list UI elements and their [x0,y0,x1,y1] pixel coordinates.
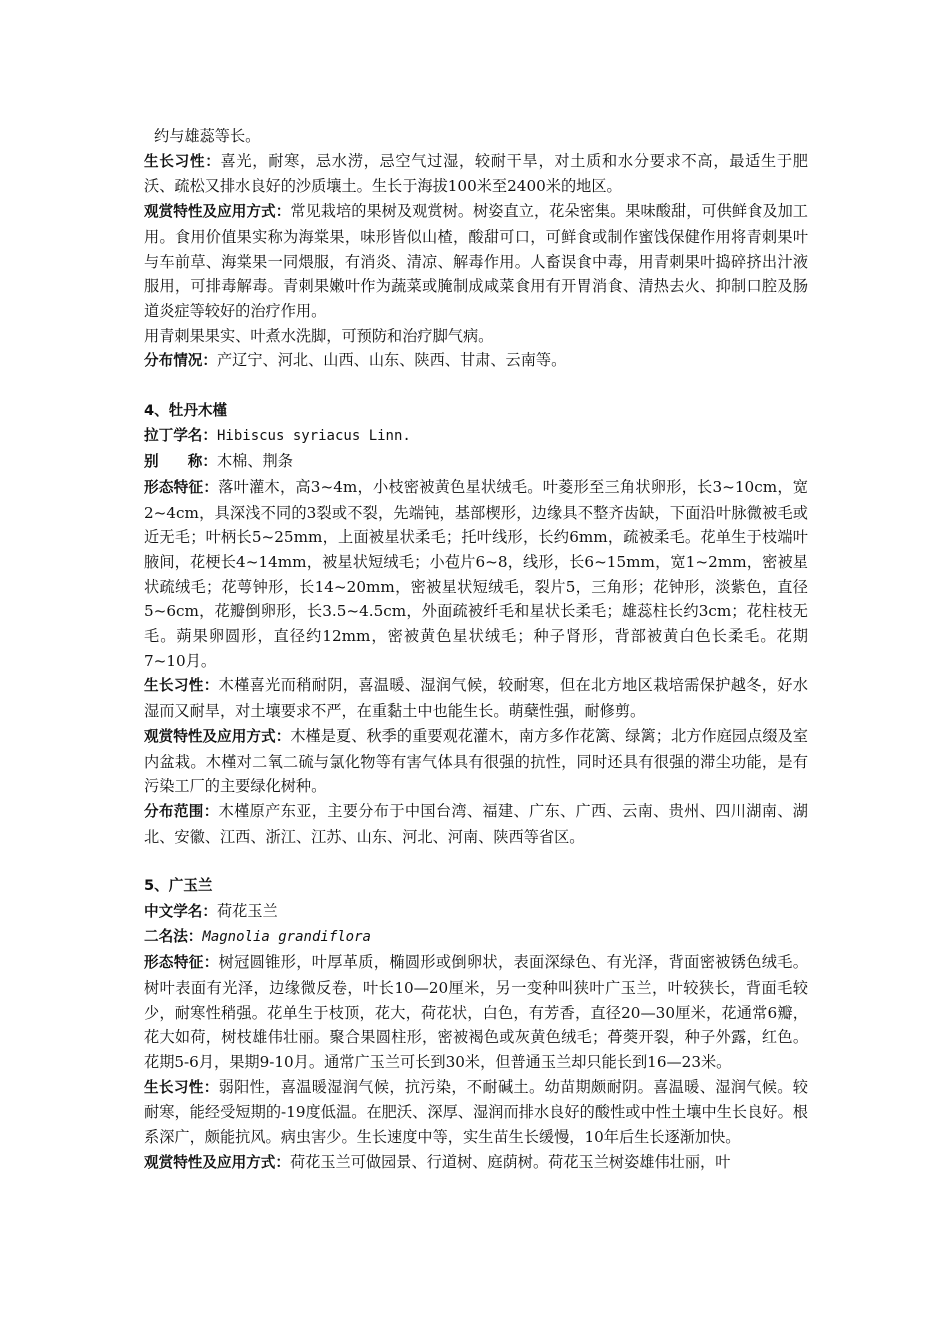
sec3-distribution [144,348,808,374]
ornamental-text: 木槿是夏、秋季的重要观花灌木，南方多作花篱、绿篱；北方作庭园点缀及室内盆栽。木槿对二氧二硫与氯化物等有害气体具有很强的抗性，同时还具有很强的滞尘功能，是有污染工厂的主要绿化树种。 [144,726,808,796]
distribution-label: 分布情况： [144,352,217,370]
document-page [144,124,808,1176]
binomial-text: Magnolia grandiflora [202,929,371,946]
binomial-label: 二名法： [144,928,203,946]
sec5-morphology [144,950,808,1075]
morphology-text: 落叶灌木，高3~4m，小枝密被黄色星状绒毛。叶菱形至三角状卵形，长3~10cm，宽2~4cm，具深浅不同的3裂或不裂，先端钝，基部楔形，边缘具不整齐齿缺，下面沿叶脉微被毛或近无毛；叶柄长5~25mm，上面被星状柔毛；托叶线形，长约6mm，疏被柔毛。花单生于枝端叶腋间，花梗长4~14mm，被星状短绒毛；小苞片6~8，线形，长6~15mm，宽1~2mm，密被星状疏绒毛；花萼钟形，长14~20mm，密被星状短绒毛，裂片5，三角形；花钟形，淡紫色，直径5~6cm，花瓣倒卵形，长3.5~4.5cm，外面疏被纤毛和星状长柔毛；雄蕊柱长约3cm；花柱枝无毛。蒴果卵圆形，直径约12mm，密被黄色星状绒毛；种子肾形，背部被黄白色长柔毛。花期7~10月。 [144,477,808,670]
sec4-growth [144,673,808,723]
growth-label: 生长习性： [144,677,219,695]
chinese-name-label: 中文学名： [144,902,217,920]
sec5-heading: 5、广玉兰 [144,877,213,895]
ornamental-text: 荷花玉兰可做园景、行道树、庭荫树。荷花玉兰树姿雄伟壮丽，叶 [289,1152,731,1171]
latin-text: Hibiscus syriacus Linn. [216,428,411,445]
morphology-text: 树冠圆锥形，叶厚革质，椭圆形或倒卵状，表面深绿色、有光泽，背面密被锈色绒毛。树叶表面有光泽，边缘微反卷，叶长10—20厘米，另一变种叫狭叶广玉兰，叶较狭长，背面毛较少，耐寒性稍强。花单生于枝顶，花大，荷花状，白色，有芳香，直径20—30厘米，花通常6瓣，花大如荷，树枝雄伟壮丽。聚合果圆柱形，密被褐色或灰黄色绒毛；蓇葖开裂，种子外露，红色。花期5-6月，果期9-10月。通常广玉兰可长到30米，但普通玉兰却只能长到16—23米。 [144,953,808,1071]
alias-label: 别 称： [144,453,217,471]
growth-text: 木槿喜光而稍耐阴，喜温暖、湿润气候，较耐寒，但在北方地区栽培需保护越冬，好水湿而又耐旱，对土壤要求不严，在重黏土中也能生长。萌蘖性强，耐修剪。 [144,676,808,721]
sec4-alias [144,449,808,475]
ornamental-text: 常见栽培的果树及观赏树。树姿直立，花朵密集。果味酸甜，可供鲜食及加工用。食用价值果实称为海棠果，味形皆似山楂，酸甜可口，可鲜食或制作蜜饯保健作用将青刺果叶与车前草、海棠果一同煨服，有消炎、清凉、解毒作用。人畜误食中毒，用青刺果叶捣碎挤出汁液服用，可排毒解毒。青刺果嫩叶作为蔬菜或腌制成咸菜食用有开胃消食、清热去火、抑制口腔及肠道炎症等较好的治疗作用。 [144,202,808,320]
distribution-text: 产辽宁、河北、山西、山东、陕西、甘肃、云南等。 [216,351,567,370]
sec5-chinese-name [144,899,808,925]
sec3-ornamental [144,199,808,324]
sec4-distribution [144,799,808,849]
alias-text: 木棉、荆条 [216,452,293,471]
growth-text: 弱阳性，喜温暖湿润气候，抗污染，不耐碱土。幼苗期颇耐阴。喜温暖、湿润气候。较耐寒，能经受短期的-19度低温。在肥沃、深厚、湿润而排水良好的酸性或中性土壤中生长良好。根系深广，颇能抗风。病虫害少。生长速度中等，实生苗生长缓慢，10年后生长逐渐加快。 [144,1077,808,1147]
sec4-ornamental [144,724,808,799]
growth-label: 生长习性： [144,1078,219,1096]
distribution-text: 木槿原产东亚，主要分布于中国台湾、福建、广东、广西、云南、贵州、四川湖南、湖北、安徽、江西、浙江、江苏、山东、河北、河南、陕西等省区。 [144,801,808,846]
growth-text: 喜光，耐寒，忌水涝，忌空气过湿，较耐干旱，对土质和水分要求不高，最适生于肥沃、疏松又排水良好的沙质壤土。生长于海拔100米至2400米的地区。 [144,151,808,196]
sec4-morphology [144,475,808,674]
sec3-continuation: 约与雄蕊等长。 [154,127,261,145]
sec5-growth [144,1075,808,1150]
sec4-latin [144,423,808,449]
growth-label: 生长习性： [144,152,221,170]
spacer [144,849,808,874]
morphology-label: 形态特征： [144,478,219,496]
latin-label: 拉丁学名： [144,427,217,445]
ornamental-label: 观赏特性及应用方式： [144,203,291,221]
sec3-extra: 用青刺果果实、叶煮水洗脚，可预防和治疗脚气病。 [144,326,494,345]
distribution-label: 分布范围： [144,802,219,820]
morphology-label: 形态特征： [144,954,219,972]
sec5-binomial [144,924,808,950]
spacer [144,374,808,399]
ornamental-label: 观赏特性及应用方式： [144,727,291,745]
sec3-growth [144,149,808,199]
chinese-name-text: 荷花玉兰 [216,901,278,920]
sec4-heading: 4、牡丹木槿 [144,401,228,419]
sec5-ornamental [144,1150,808,1176]
ornamental-label: 观赏特性及应用方式： [144,1153,290,1171]
